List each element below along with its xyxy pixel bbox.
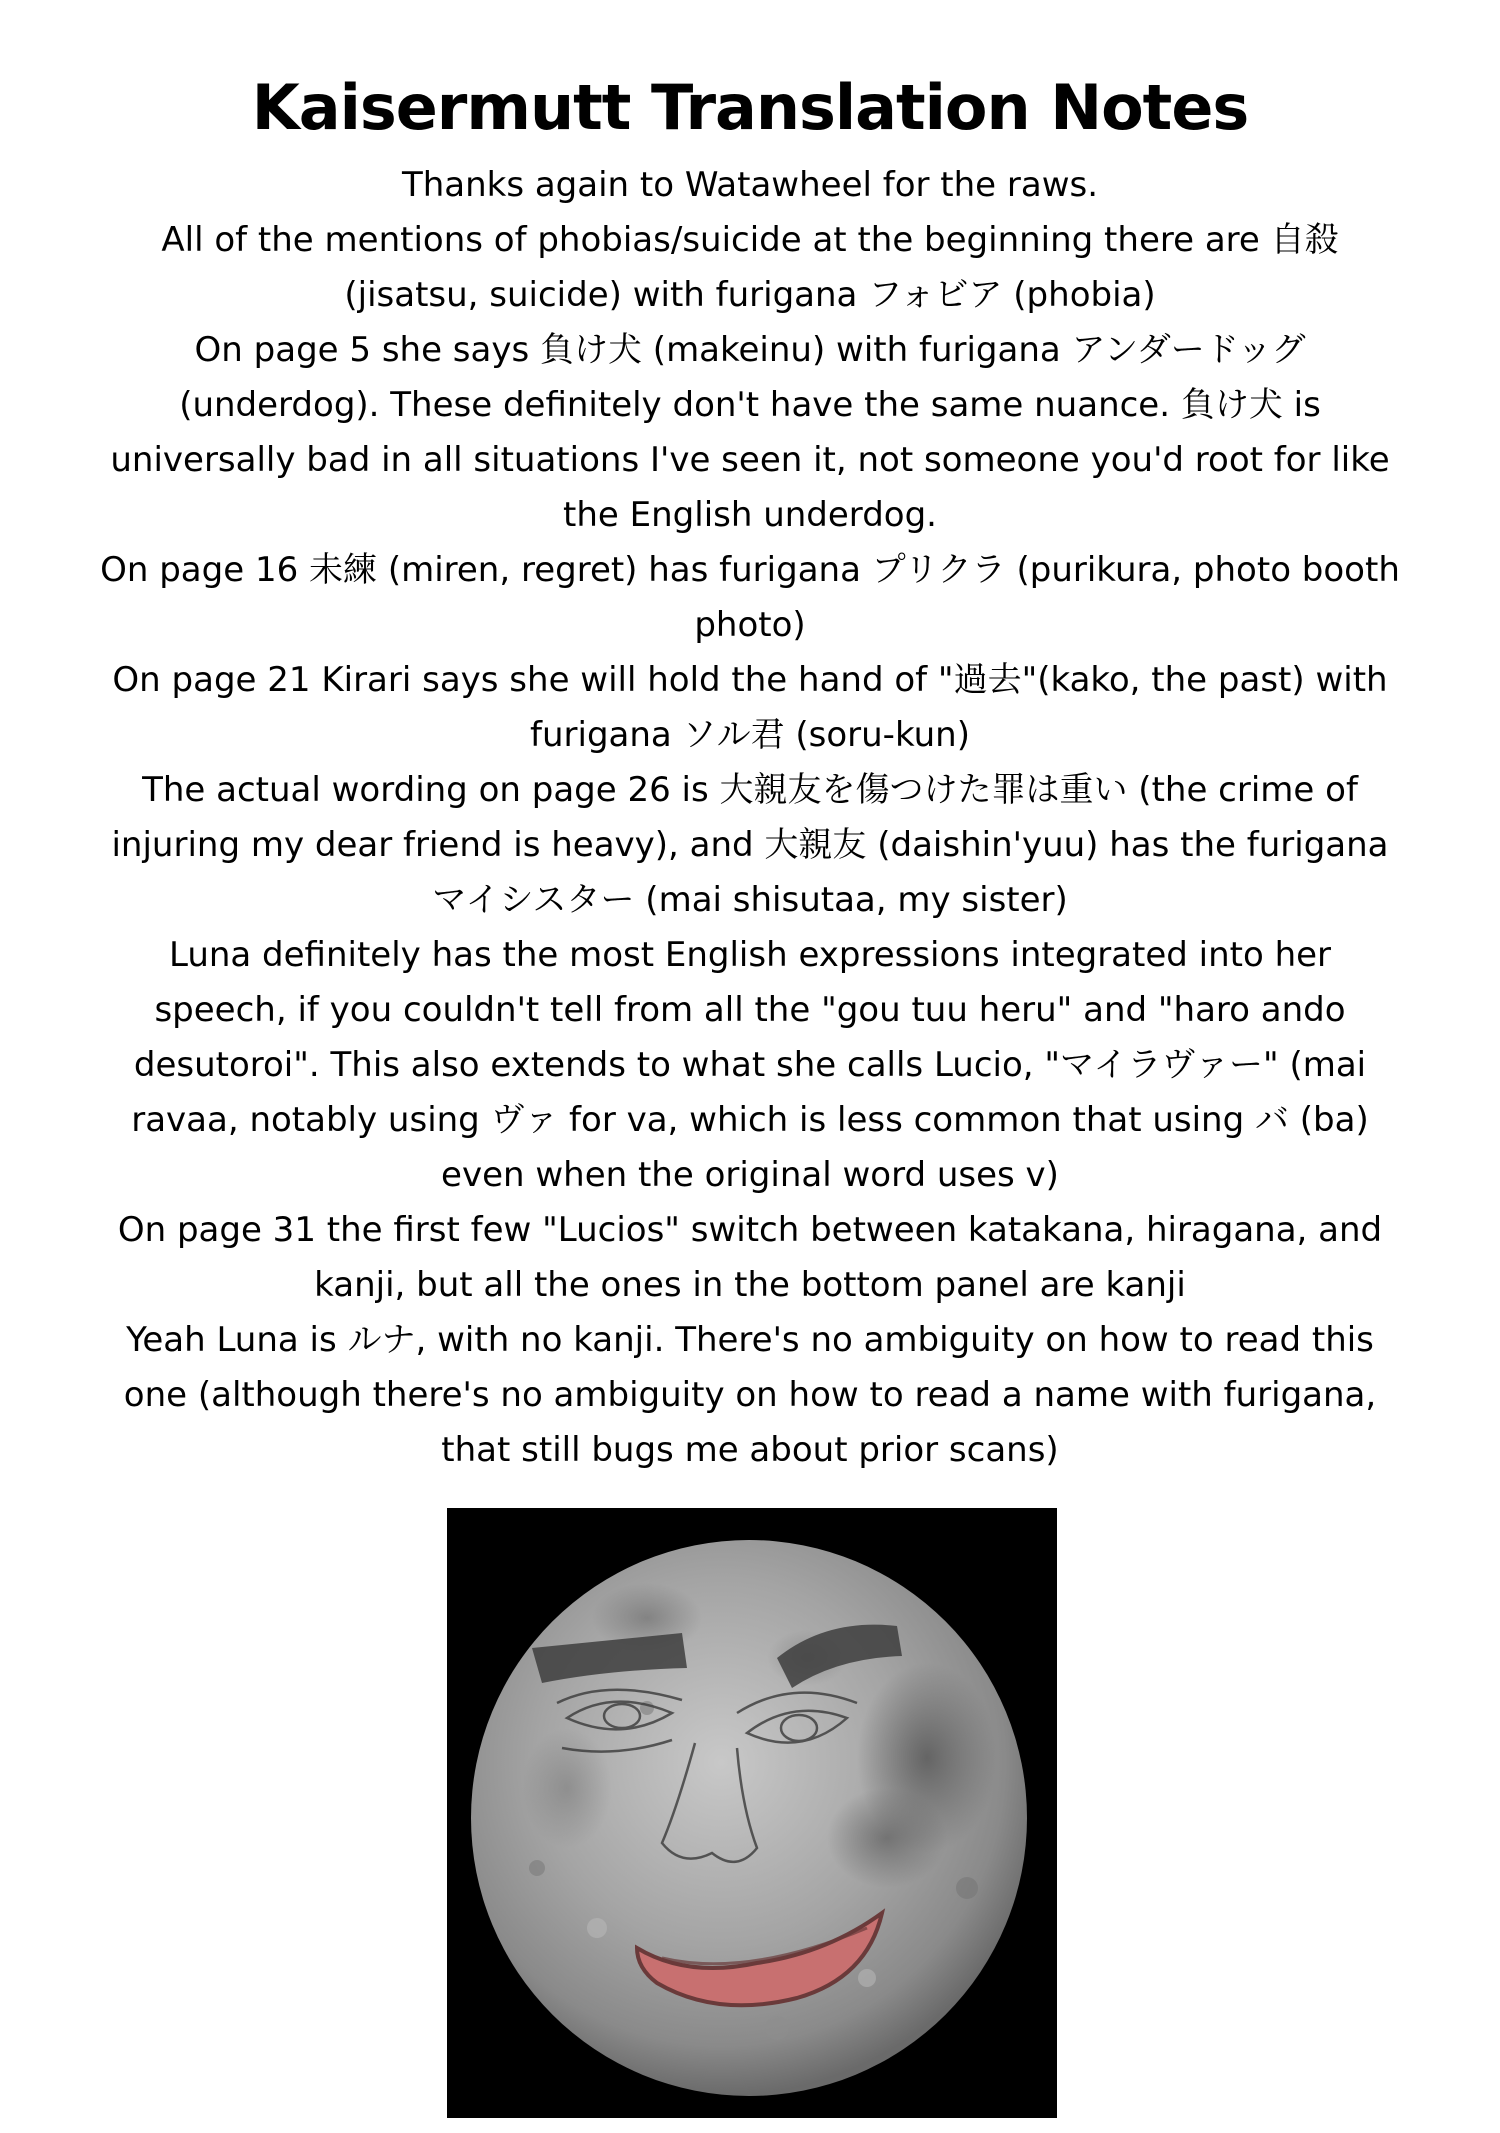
notes-list	[100, 158, 1400, 1478]
note-item: On page 21 Kirari says she will hold the hand of "過去"(kako, the past) with furigana ソル君 (soru-kun)	[112, 660, 1388, 755]
moon-face-image	[447, 1508, 1057, 2118]
note-item: All of the mentions of phobias/suicide at the beginning there are 自殺 (jisatsu, suicide) with furigana フォビア (phobia)	[161, 220, 1339, 315]
note-item: On page 5 she says 負け犬 (makeinu) with furigana アンダードッグ (underdog). These definitely don't have the same nuance. 負け犬 is universally bad in all situations I've seen it, not someone you'd root for like the English underdog.	[110, 330, 1390, 535]
page-title: Kaisermutt Translation Notes	[251, 71, 1249, 144]
note-item: On page 31 the first few "Lucios" switch between katakana, hiragana, and kanji, but all the ones in the bottom panel are kanji	[117, 1210, 1383, 1305]
note-item: On page 16 未練 (miren, regret) has furigana プリクラ (purikura, photo booth photo)	[100, 550, 1400, 645]
note-item: Thanks again to Watawheel for the raws.	[401, 165, 1099, 205]
moon-face-drawing	[447, 1508, 1057, 2118]
note-item: The actual wording on page 26 is 大親友を傷つけた罪は重い (the crime of injuring my dear friend is heavy), and 大親友 (daishin'yuu) has the furigana マイシスター (mai shisutaa, my sister)	[111, 770, 1389, 920]
note-item: Yeah Luna is ルナ, with no kanji. There's no ambiguity on how to read this one (although there's no ambiguity on how to read a name with furigana, that still bugs me about prior scans)	[123, 1320, 1377, 1470]
note-item: Luna definitely has the most English expressions integrated into her speech, if you couldn't tell from all the "gou tuu heru" and "haro ando desutoroi". This also extends to what she calls Lucio, "マイラヴァー" (mai ravaa, notably using ヴァ for va, which is less common that using バ (ba) even when the original word uses v)	[131, 935, 1369, 1195]
